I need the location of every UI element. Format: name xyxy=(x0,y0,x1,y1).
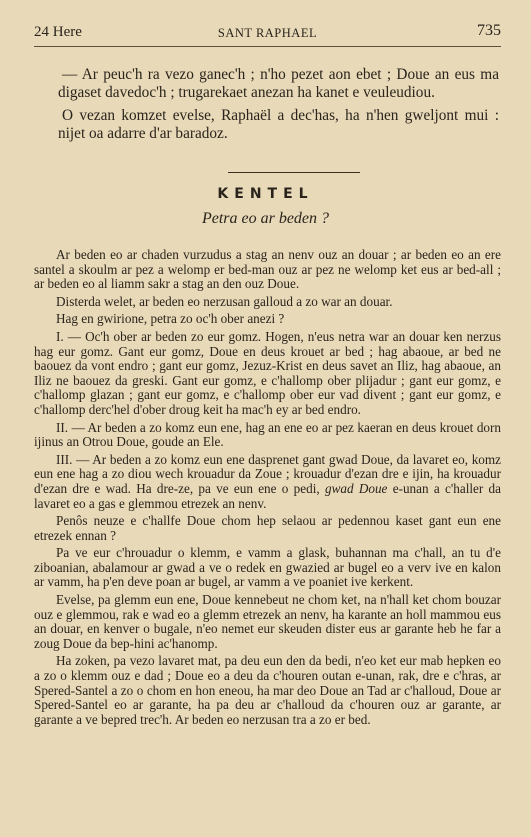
header-rule xyxy=(34,46,501,47)
section-subtitle: Petra eo ar beden ? xyxy=(201,210,330,227)
body-paragraph: Ha zoken, pa vezo lavaret mat, pa deu eun den da bedi, n'eo ket eur mab hepken eo a zo o klemm ouz e dad ; Doue eo a deu da c'houren outan e-unan, rak, dre e c'hras, ar Spered-Santel a zo o chom en hon eneou, ha mar deo Doue an Tad ar c'halloud, Doue ar Spered-Santel eo ar garante, ha pa deu ar c'halloud da c'houren ouz ar garante, ar garante a ve bepred trec'h. Ar beden eo nerzusan tra a zo er bed. xyxy=(34,653,501,727)
body-paragraph: Evelse, pa glemm eun ene, Doue kennebeut ne chom ket, na n'hall ket chom bouzar ouz e glemmou, rak e wad eo a glemm etrezek an nenv, ha karante an holl mammou eus an douar, en kenver o bugale, n'eo nemet eur skeuden dister eus ar garante heb he far a zoug Doue da bep-hini ac'hanomp. xyxy=(34,592,501,651)
header-left: 24 Here xyxy=(34,24,82,40)
paragraph-part: III. — Ar beden a zo komz eun ene dasprenet gant gwad Doue, da lavaret eo, komz eun ene hag a zo diou wech krouadur da Zoue ; krouadur d'ezan dre e ijin, ha krouadur d'ezan dre e wad. Ha dre-ze, pa ve eun ene o pedi, xyxy=(34,451,501,496)
body-paragraph: Hag en gwirione, petra zo oc'h ober anezi ? xyxy=(56,311,285,327)
intro-text xyxy=(58,66,499,143)
body-paragraph: Penôs neuze e c'hallfe Doue chom hep selaou ar pedennou kaset gant eun ene etrezek ennan ? xyxy=(34,513,501,543)
section-divider xyxy=(228,172,360,173)
paragraph-part: e-unan a c'haller da lavaret eo a gas e glemmou etrezek an nenv. xyxy=(34,480,502,511)
body-paragraph: I. — Oc'h ober ar beden zo eur gomz. Hogen, n'eus netra war an douar ken nerzus hag eur gomz. Gant eur gomz, Doue en deus krouet ar bed ; hag abaoue, ar bed ne baouez da vont endro ; gant eur gomz, Jezuz-Krist en deus savet an Iliz, hag abaoue, an Iliz ne baouez da greski. Gant eur gomz, e c'hallomp ober plijadur ; gant eur gomz, e c'hallomp glazan ; gant eur gomz, e c'hallomp ober eur vad divent ; gant eur gomz, e c'hallomp derc'hel d'ober droug keit ha mac'h ey ar bed endro. xyxy=(34,328,501,417)
body-paragraph: Disterda welet, ar beden eo nerzusan galloud a zo war an douar. xyxy=(56,293,393,309)
intro-paragraph: — Ar peuc'h ra vezo ganec'h ; n'ho pezet aon ebet ; Doue an eus ma digaset davedoc'h ; trugarekaet anezan ha kanet e veuleudiou. xyxy=(58,66,499,101)
section-title: KENTEL xyxy=(217,186,314,202)
intro-paragraph: O vezan komzet evelse, Raphaël a dec'has, ha n'hen gweljont mui : nijet oa adarre d'ar baradoz. xyxy=(58,107,499,142)
page-number: 735 xyxy=(477,22,501,39)
running-header xyxy=(34,18,501,48)
emphasized-text: gwad Doue xyxy=(324,480,388,496)
body-paragraph: Ar beden eo ar chaden vurzudus a stag an nenv ouz an douar ; ar beden eo an ere santel a skoulm ar pez a welomp er bed-man ouz ar pez ne welomp ket eus ar bed-all ; ar beden eo al liamm sakr a stag an den ouz Doue. xyxy=(34,247,501,292)
header-title: SANT RAPHAEL xyxy=(217,26,318,40)
body-paragraph xyxy=(34,453,501,511)
lesson-body xyxy=(34,248,501,727)
body-paragraph: Pa ve eur c'hrouadur o klemm, e vamm a glask, buhannan ma c'hall, an tu d'e ziboanian, abalamour ar gwad a ve o redek en gwazied ar bugel eo a verv ive en kalon ar vamm, ha p'en deve poan ar bugel, ar vamm a ve poaniet ive kerkent. xyxy=(34,545,501,590)
body-paragraph: II. — Ar beden a zo komz eun ene, hag an ene eo ar pez kaeran en deus krouet dorn ijinus an Otrou Doue, goude an Ele. xyxy=(34,419,501,450)
